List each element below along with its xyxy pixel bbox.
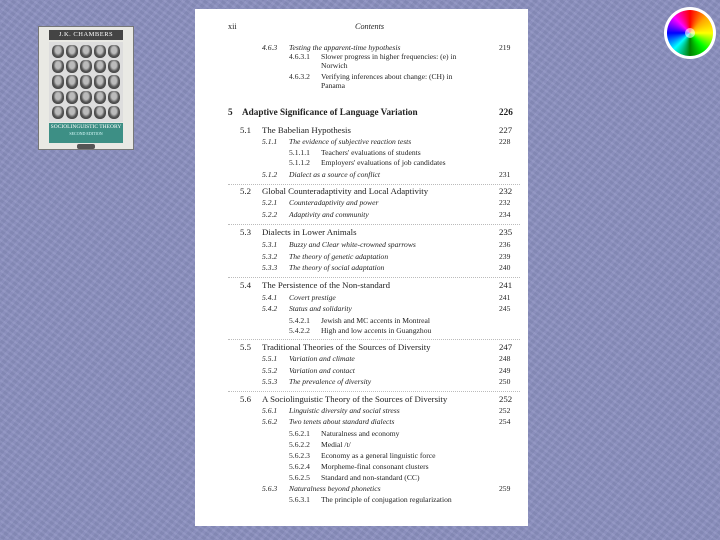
publisher-logo — [77, 144, 95, 149]
color-wheel-icon — [664, 7, 716, 59]
cover-author: J.K. CHAMBERS — [49, 30, 123, 40]
section-divider — [228, 224, 520, 225]
section-divider — [228, 184, 520, 185]
section-divider — [228, 391, 520, 392]
contents-page: xii Contents 4.6.3 Testing the apparent-time hypothesis 219 4.6.3.1 Slower progress in higher frequencies: (e) in Norwich 4.6.3.2 Verifying inferences about change: (CH) in Panama 5 Adaptive Significance of Language Variation 226 5.1 The Babelian Hypothesis 227 5.1.1 The evidence of subjective reaction tests 228 5.1.1.1 Teachers' evaluations of students 5.1.1.2 Employers' evaluations of job candidates 5.1.2 Dialect as a source of conflict 231 5.2 Global Counteradaptivity and Local Adaptivity 232 5.2.1 Counteradaptivity and power 232 5.2.2 Adaptivity and community 234 5.3 Dialects in Lower Animals 235 5.3.1 Buzzy and Clear white-crowned sparrows 236 5.3.2 The theory of genetic adaptation 239 5.3.3 The theory of social adaptation 240 5.4 The Persistence of the Non-standard 241 5.4.1 Covert prestige 241 5.4.2 Status and solidarity 245 5.4.2.1 Jewish and MC accents in Montreal 5.4.2.2 High and low accents in Guangzhou 5.5 Traditional Theories of the Sources of Diversity 247 5.5.1 Variation and climate 248 5.5.2 Variation and contact 249 5.5.3 The prevalence of diversity 250 5.6 A Sociolinguistic Theory of the Sources of Diversity 252 5.6.1 Linguistic diversity and social stress 252 5.6.2 Two tenets about standard dialects 254 5.6.2.1 Naturalness and economy 5.6.2.2 Medial /t/ 5.6.2.3 Economy as a general linguistic force 5.6.2.4 Morpheme-final consonant clusters 5.6.2.5 Standard and non-standard (CC) 5.6.3 Naturalness beyond phonetics 259 5.6.3.1 The principle of conjugation regularization — [195, 9, 528, 526]
running-title: Contents — [355, 22, 385, 31]
section-divider — [228, 277, 520, 278]
cover-title: SOCIOLINGUISTIC THEORY — [50, 124, 122, 130]
book-cover-image — [38, 26, 134, 150]
cover-subtitle: SECOND EDITION — [69, 130, 103, 136]
cover-title-band — [49, 123, 123, 143]
page-folio: xii — [228, 22, 237, 31]
section-divider — [228, 339, 520, 340]
cover-portraits — [49, 42, 123, 122]
